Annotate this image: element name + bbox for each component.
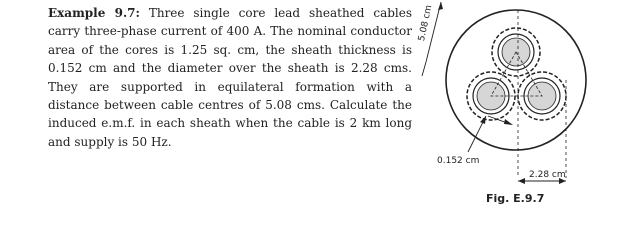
problem-text: Three single core lead sheathed cables carry three-phase current of 400 A. The nominal conductor area of the cores is 1.25 sq. cm, the sheath thickness is 0.152 cm and the diameter over the sheath is 2.28 cms. They are supported in equilateral formation with a distance between cable centres of 5.08 cms. Calculate the induced e.m.f. in each sheath when the cable is 2 km long and supply is 50 Hz. [48, 6, 413, 149]
sheath-thickness-label: 0.152 cm [437, 156, 480, 166]
example-heading: Example 9.7: [48, 6, 140, 20]
figure-caption: Fig. E.9.7 [486, 192, 545, 205]
outer-circle [446, 10, 586, 150]
sheath-leader [468, 116, 513, 152]
spacing-label: 5.08 cm [417, 4, 435, 43]
diameter-label: 2.28 cm [529, 170, 566, 180]
cable-figure [414, 0, 634, 223]
problem-statement [48, 4, 412, 151]
cable-diagram [414, 0, 634, 223]
